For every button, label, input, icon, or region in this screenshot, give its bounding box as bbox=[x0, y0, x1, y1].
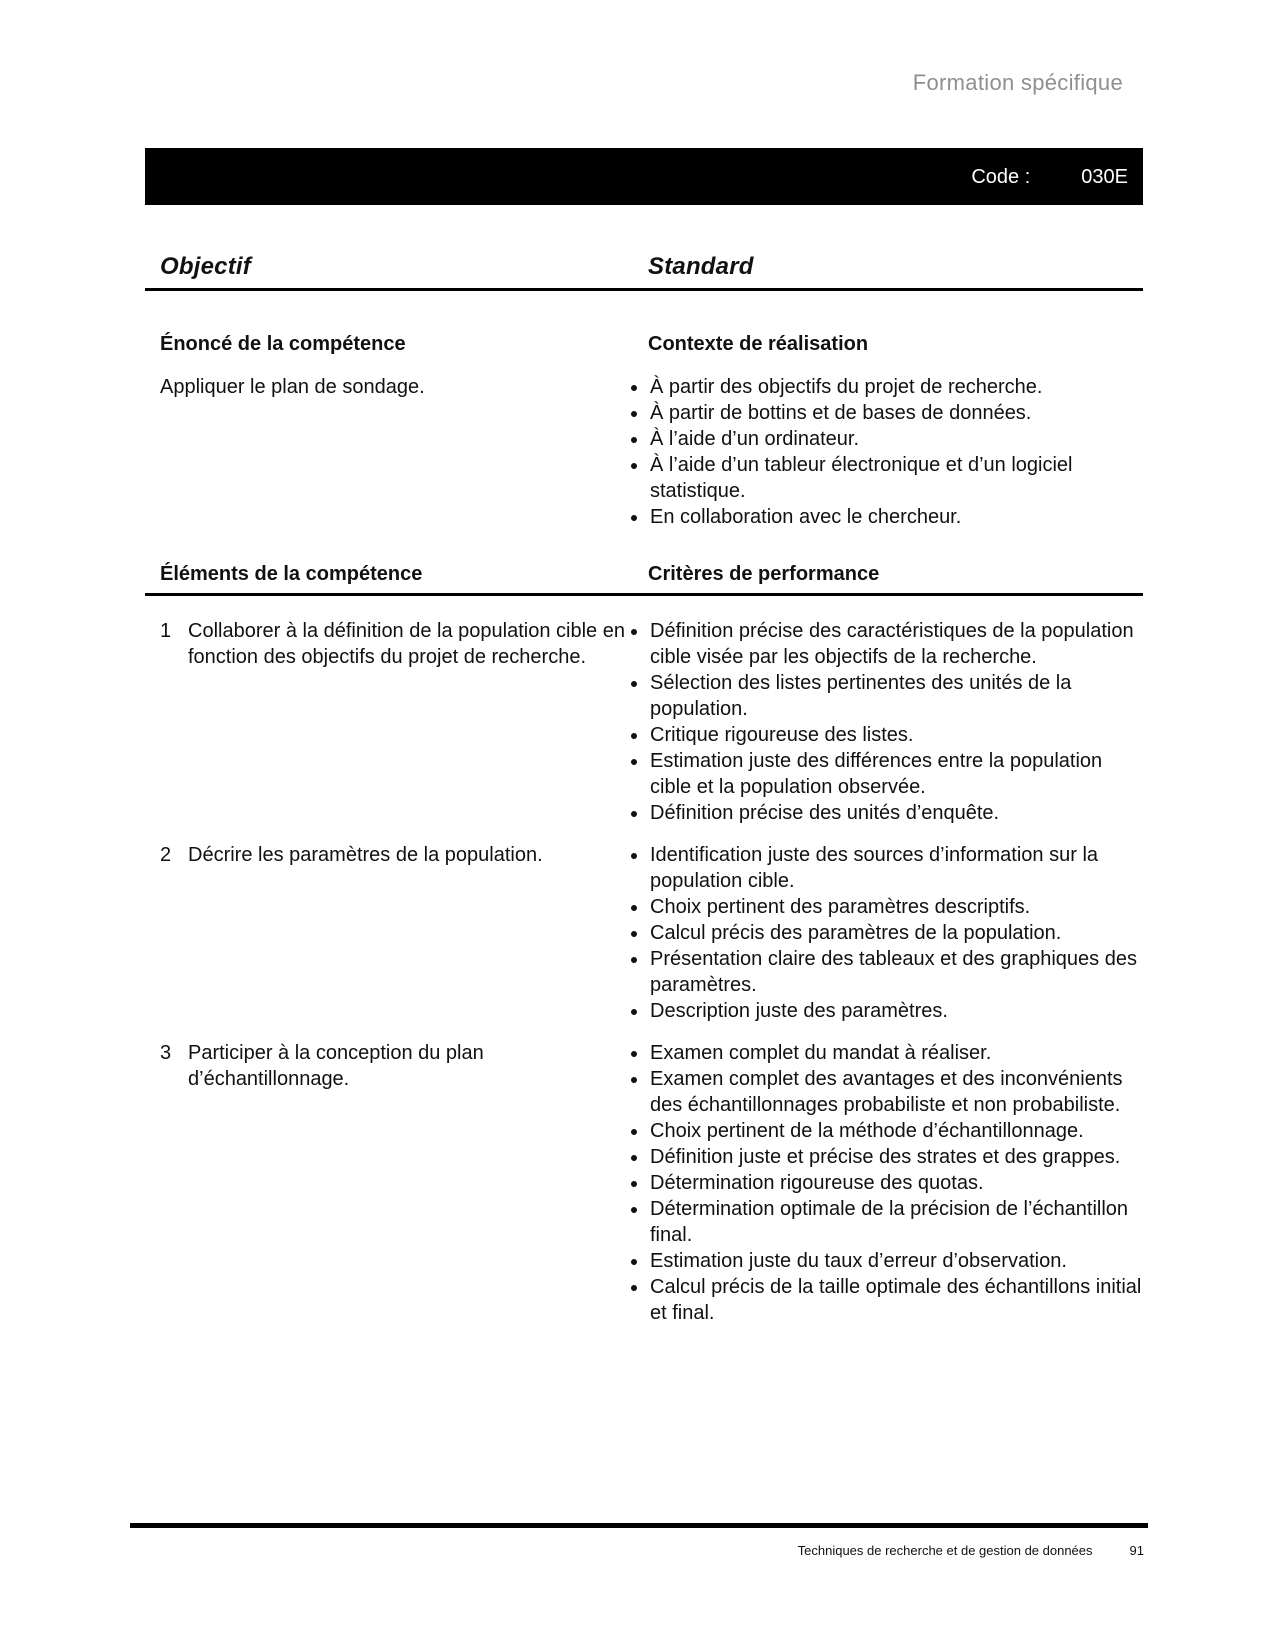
element-text: Participer à la conception du plan d’échantillonnage. bbox=[188, 1042, 484, 1090]
footer-rule bbox=[130, 1523, 1148, 1528]
column-title-objectif: Objectif bbox=[160, 253, 251, 280]
bullet-item: • Identification juste des sources d’information sur la population cible. bbox=[649, 842, 1143, 894]
competence-rows bbox=[145, 618, 1143, 1326]
element-row-1 bbox=[145, 618, 628, 826]
criteria-list-2 bbox=[628, 842, 1143, 1024]
bullet-item: • À partir des objectifs du projet de recherche. bbox=[649, 374, 1143, 400]
bullet-item: • Définition juste et précise des strates et des grappes. bbox=[649, 1144, 1143, 1170]
element-number: 1 bbox=[160, 620, 172, 642]
competence-statement: Appliquer le plan de sondage. bbox=[160, 376, 425, 398]
criteria-cell-2 bbox=[628, 842, 1143, 1024]
bullet-item: • Examen complet des avantages et des inconvénients des échantillonnages probabiliste et non probabiliste. bbox=[649, 1066, 1143, 1118]
criteria-list-1 bbox=[628, 618, 1143, 826]
element-row-3 bbox=[145, 1040, 628, 1326]
element-row-2 bbox=[145, 842, 628, 1024]
bullet-item: • Critique rigoureuse des listes. bbox=[649, 722, 1143, 748]
context-list bbox=[628, 374, 1143, 530]
column-title-standard: Standard bbox=[648, 253, 754, 280]
footer bbox=[130, 1543, 1146, 1559]
bullet-item: • Choix pertinent de la méthode d’échantillonnage. bbox=[649, 1118, 1143, 1144]
section-heading-criteres: Critères de performance bbox=[648, 563, 880, 585]
bullet-item: • Calcul précis de la taille optimale des échantillons initial et final. bbox=[649, 1274, 1143, 1326]
column-titles-row bbox=[145, 253, 1143, 291]
element-text: Décrire les paramètres de la population. bbox=[188, 844, 543, 866]
criteria-cell-1 bbox=[628, 618, 1143, 826]
page-number: 91 bbox=[1129, 1543, 1144, 1558]
main-content bbox=[145, 253, 1143, 1326]
bullet-item: • Sélection des listes pertinentes des unités de la population. bbox=[649, 670, 1143, 722]
bullet-item: • Détermination rigoureuse des quotas. bbox=[649, 1170, 1143, 1196]
bullet-item: • Choix pertinent des paramètres descriptifs. bbox=[649, 894, 1143, 920]
code-label: Code : bbox=[971, 165, 1031, 188]
bullet-item: • Définition précise des unités d’enquête. bbox=[649, 800, 1143, 826]
context-section bbox=[145, 331, 1143, 530]
bullet-item: • Calcul précis des paramètres de la population. bbox=[649, 920, 1143, 946]
footer-label: Techniques de recherche et de gestion de données bbox=[797, 1543, 1093, 1558]
element-number: 3 bbox=[160, 1042, 172, 1064]
bullet-item: • À l’aide d’un ordinateur. bbox=[649, 426, 1143, 452]
element-number: 2 bbox=[160, 844, 172, 866]
bullet-item: • Définition précise des caractéristiques de la population cible visée par les objectifs de la recherche. bbox=[649, 618, 1143, 670]
bullet-item: • Détermination optimale de la précision de l’échantillon final. bbox=[649, 1196, 1143, 1248]
bullet-item: • Examen complet du mandat à réaliser. bbox=[649, 1040, 1143, 1066]
code-bar bbox=[145, 148, 1143, 205]
bullet-item: • En collaboration avec le chercheur. bbox=[649, 504, 1143, 530]
bullet-item: • Estimation juste des différences entre la population cible et la population observée. bbox=[649, 748, 1143, 800]
bullet-item: • À l’aide d’un tableur électronique et d’un logiciel statistique. bbox=[649, 452, 1143, 504]
running-header: Formation spécifique bbox=[912, 70, 1123, 95]
bullet-item: • Description juste des paramètres. bbox=[649, 998, 1143, 1024]
bullet-item: • Estimation juste du taux d’erreur d’observation. bbox=[649, 1248, 1143, 1274]
criteria-cell-3 bbox=[628, 1040, 1143, 1326]
section-heading-contexte: Contexte de réalisation bbox=[648, 333, 869, 355]
element-text: Collaborer à la définition de la population cible en fonction des objectifs du projet de recherche. bbox=[188, 620, 625, 668]
section-heading-elements: Éléments de la compétence bbox=[160, 563, 423, 585]
code-value: 030E bbox=[1081, 165, 1128, 188]
bullet-item: • Présentation claire des tableaux et des graphiques des paramètres. bbox=[649, 946, 1143, 998]
elements-criteria-header-row bbox=[145, 561, 1143, 596]
section-heading-enonce: Énoncé de la compétence bbox=[160, 333, 406, 355]
criteria-list-3 bbox=[628, 1040, 1143, 1326]
bullet-item: • À partir de bottins et de bases de données. bbox=[649, 400, 1143, 426]
